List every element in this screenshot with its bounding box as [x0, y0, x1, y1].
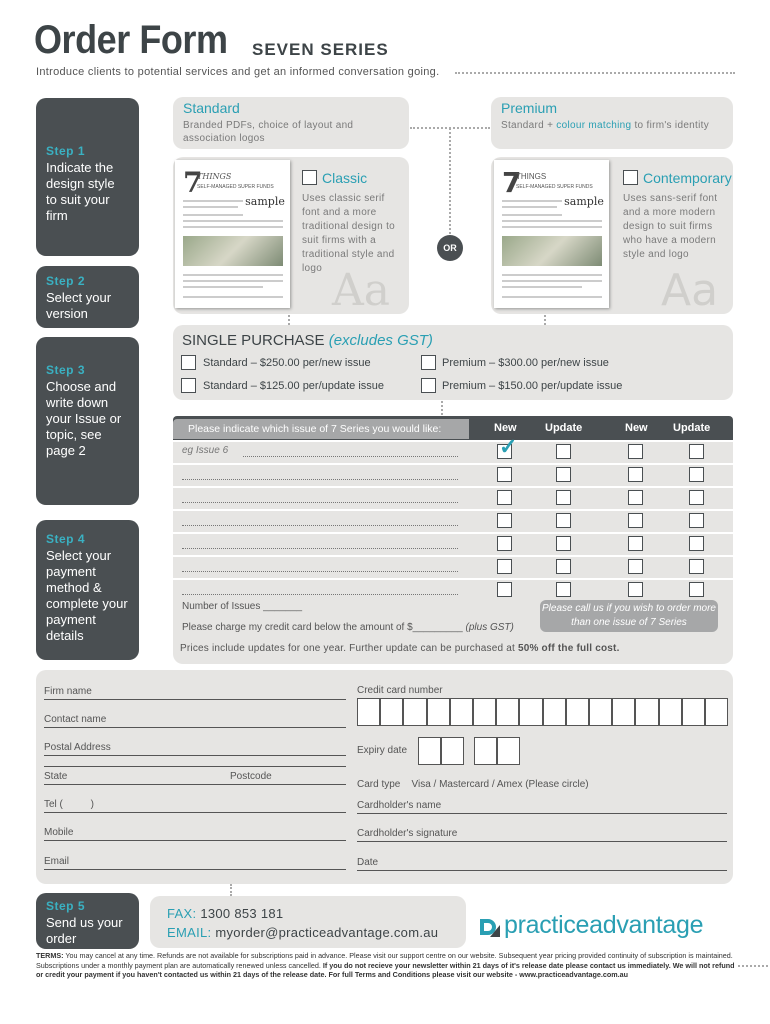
premium-desc: Standard + colour matching to firm's identity	[501, 120, 710, 131]
step-text: Indicate the design style to suit your firm	[46, 160, 115, 223]
connector	[738, 965, 768, 967]
issue-update-checkbox-2[interactable]	[689, 536, 704, 551]
col-update: Update	[545, 422, 583, 434]
thumb-number: 7	[502, 166, 522, 199]
premium-version-box	[491, 97, 733, 149]
step-text: Choose and write down your Issue or topic, see page 2	[46, 379, 122, 458]
issue-new-checkbox[interactable]	[497, 513, 512, 528]
connector	[544, 315, 546, 325]
issue-update-checkbox[interactable]	[556, 467, 571, 482]
issue-topic-field[interactable]	[243, 456, 458, 457]
cardholder-signature-label: Cardholder's signature	[357, 828, 458, 839]
cc-digit-box[interactable]	[473, 698, 496, 726]
contact-name-label: Contact name	[44, 714, 107, 725]
or-badge: OR	[437, 235, 463, 261]
mobile-field[interactable]	[44, 840, 346, 841]
intro-text: Introduce clients to potential services and get an informed conversation going.	[36, 66, 440, 78]
firm-name-field[interactable]	[44, 699, 346, 700]
state-label: State	[44, 771, 68, 782]
issue-topic-field[interactable]	[182, 525, 458, 526]
cc-number-label: Credit card number	[357, 685, 443, 696]
cc-digit-box[interactable]	[612, 698, 635, 726]
issue-new-checkbox-2[interactable]	[628, 490, 643, 505]
cc-digit-box[interactable]	[543, 698, 566, 726]
email-label: Email	[44, 856, 70, 867]
col-new: New	[625, 422, 648, 434]
issue-update-checkbox[interactable]	[556, 536, 571, 551]
issue-update-checkbox-2[interactable]	[689, 559, 704, 574]
standard-desc: Branded PDFs, choice of layout and association logos	[183, 120, 354, 144]
expiry-label: Expiry date	[357, 745, 408, 756]
cc-digit-box[interactable]	[519, 698, 542, 726]
contemporary-title: Contemporary	[643, 170, 732, 186]
order-more-note: Please call us if you wish to order more than one issue of 7 Series	[540, 600, 718, 632]
example-issue: eg Issue 6	[182, 445, 229, 456]
thumb-heading: THINGS	[516, 172, 547, 181]
contemporary-sample-thumbnail	[494, 160, 609, 308]
tel-label: Tel ( )	[44, 799, 95, 810]
issue-row	[173, 463, 733, 486]
step-text: Select your payment method & complete your payment details	[46, 548, 128, 643]
cc-digit-box[interactable]	[589, 698, 612, 726]
practiceadvantage-logo-icon	[478, 915, 502, 939]
connector	[288, 315, 290, 325]
step-label: Step 3	[46, 363, 86, 377]
issue-row	[173, 532, 733, 555]
issue-topic-field[interactable]	[182, 594, 458, 595]
issue-row	[173, 578, 733, 601]
cc-digit-box[interactable]	[427, 698, 450, 726]
step-label: Step 5	[46, 899, 86, 913]
classic-sample-thumbnail	[175, 160, 290, 308]
step-label: Step 1	[46, 144, 86, 158]
step-3-box	[36, 337, 139, 505]
thumb-subheading: SELF-MANAGED SUPER FUNDS	[197, 184, 274, 190]
issue-update-checkbox-2[interactable]	[689, 444, 704, 459]
issue-row	[173, 555, 733, 578]
issue-new-checkbox[interactable]	[497, 536, 512, 551]
practiceadvantage-logo: practiceadvantage	[504, 911, 704, 939]
thumb-sample: sample	[245, 195, 285, 208]
issue-update-checkbox-2[interactable]	[689, 490, 704, 505]
issue-update-checkbox[interactable]	[556, 490, 571, 505]
issue-topic-field[interactable]	[182, 502, 458, 503]
premium-update-checkbox[interactable]	[421, 378, 436, 393]
postal-address-label: Postal Address	[44, 742, 111, 753]
firm-name-label: Firm name	[44, 686, 92, 697]
standard-new-checkbox[interactable]	[181, 355, 196, 370]
charge-amount: Please charge my credit card below the amount of $_________ (plus GST)	[182, 622, 514, 633]
expiry-month-box-1[interactable]	[418, 737, 441, 765]
issue-row	[173, 486, 733, 509]
issue-update-checkbox[interactable]	[556, 559, 571, 574]
premium-title: Premium	[501, 100, 558, 116]
standard-title: Standard	[183, 100, 240, 116]
issue-new-checkbox-2[interactable]	[628, 582, 643, 597]
connector	[441, 401, 443, 415]
issue-topic-field[interactable]	[182, 479, 458, 480]
expiry-year-box-2[interactable]	[497, 737, 520, 765]
premium-new-checkbox[interactable]	[421, 355, 436, 370]
issue-new-checkbox-2[interactable]	[628, 467, 643, 482]
postal-address-field-2[interactable]	[44, 766, 346, 767]
contemporary-desc: Uses sans-serif font and a more modern design to suit firms who have a modern style and logo	[623, 193, 718, 260]
issue-new-checkbox-2[interactable]	[628, 513, 643, 528]
expiry-month-box-2[interactable]	[441, 737, 464, 765]
classic-checkbox[interactable]	[302, 170, 317, 185]
expiry-year-box-1[interactable]	[474, 737, 497, 765]
step-5-box	[36, 893, 139, 949]
issue-prompt: Please indicate which issue of 7 Series you would like:	[188, 423, 442, 435]
standard-update-checkbox[interactable]	[181, 378, 196, 393]
serif-sample-glyph: Aa	[332, 265, 391, 316]
step-2-box	[36, 266, 139, 328]
fax-line: FAX: 1300 853 181	[167, 906, 284, 921]
cc-digit-box[interactable]	[380, 698, 403, 726]
col-new: New	[494, 422, 517, 434]
cardholder-name-field[interactable]	[357, 813, 727, 814]
terms-text: TERMS: You may cancel at any time. Refunds are not available for subscriptions paid in advance. Please visit our support centre on our website. Subsequent year pricing provided continuity of subscription is maintained. Subscriptions under a monthly payment plan are automatically renewed unless cancelled. If you do not recieve your newsletter within 21 days of it's release date please contact us immediately. We will not refund or credit your payment if you haven't contacted us within 21 days of the release date. For full Terms and Conditions please visit our website - www.practiceadvantage.com.au	[36, 951, 735, 979]
issue-new-checkbox[interactable]	[497, 582, 512, 597]
issue-new-checkbox[interactable]	[497, 559, 512, 574]
cardholder-signature-field[interactable]	[357, 841, 727, 842]
connector	[449, 128, 451, 234]
issue-update-checkbox[interactable]	[556, 582, 571, 597]
mobile-label: Mobile	[44, 827, 74, 838]
price-label: Standard – $125.00 per/update issue	[203, 380, 385, 392]
price-label: Premium – $300.00 per/new issue	[442, 357, 609, 369]
cc-digit-box[interactable]	[357, 698, 380, 726]
connector	[230, 884, 232, 896]
issue-update-checkbox[interactable]	[556, 444, 571, 459]
cc-digit-box[interactable]	[403, 698, 426, 726]
thumb-sample: sample	[564, 195, 604, 208]
single-purchase-title: SINGLE PURCHASE (excludes GST)	[182, 332, 433, 349]
page-title: Order Form	[34, 18, 228, 62]
classic-title: Classic	[322, 170, 368, 186]
cc-digit-box[interactable]	[496, 698, 519, 726]
cc-digit-box[interactable]	[682, 698, 705, 726]
check-mark-icon: ✓	[499, 434, 518, 459]
card-type-label: Card type Visa / Mastercard / Amex (Please circle)	[357, 779, 589, 790]
email-field[interactable]	[44, 869, 346, 870]
issue-update-checkbox[interactable]	[556, 513, 571, 528]
issue-new-checkbox-2[interactable]	[628, 444, 643, 459]
step-label: Step 2	[46, 274, 86, 288]
contact-box	[150, 896, 466, 948]
email-line: EMAIL: myorder@practiceadvantage.com.au	[167, 925, 439, 940]
issue-new-checkbox-2[interactable]	[628, 559, 643, 574]
issue-new-checkbox[interactable]	[497, 490, 512, 505]
price-label: Standard – $250.00 per/new issue	[203, 357, 371, 369]
issue-update-checkbox-2[interactable]	[689, 513, 704, 528]
thumb-number: 7	[183, 166, 203, 199]
date-field[interactable]	[357, 870, 727, 871]
series-name: SEVEN SERIES	[252, 40, 389, 59]
step-4-box	[36, 520, 139, 660]
contact-name-field[interactable]	[44, 727, 346, 728]
issue-update-checkbox-2[interactable]	[689, 467, 704, 482]
step-text: Select your version	[46, 290, 112, 321]
cc-digit-box[interactable]	[635, 698, 658, 726]
cardholder-name-label: Cardholder's name	[357, 800, 442, 811]
thumb-subheading: SELF-MANAGED SUPER FUNDS	[516, 184, 593, 190]
date-label: Date	[357, 857, 379, 868]
postcode-label: Postcode	[230, 771, 272, 782]
postal-address-field[interactable]	[44, 755, 346, 756]
cc-digit-box[interactable]	[566, 698, 589, 726]
issue-topic-field[interactable]	[182, 548, 458, 549]
classic-desc: Uses classic serif font and a more traditional design to suit firms with a traditional style and logo	[302, 193, 396, 274]
state-postcode-field[interactable]	[44, 784, 346, 785]
step-1-box	[36, 98, 139, 256]
col-update: Update	[673, 422, 711, 434]
issue-row	[173, 509, 733, 532]
number-of-issues: Number of Issues _______	[182, 601, 303, 612]
issue-new-checkbox-2[interactable]	[628, 536, 643, 551]
issue-row	[173, 440, 733, 463]
issue-new-checkbox[interactable]	[497, 467, 512, 482]
divider	[455, 72, 735, 74]
prices-footnote: Prices include updates for one year. Further update can be purchased at 50% off the full cost.	[180, 643, 620, 654]
step-label: Step 4	[46, 532, 86, 546]
step-text: Send us your order	[46, 915, 123, 946]
issue-update-checkbox-2[interactable]	[689, 582, 704, 597]
cc-digit-box[interactable]	[450, 698, 473, 726]
sans-sample-glyph: Aa	[661, 265, 719, 316]
standard-version-box	[173, 97, 409, 149]
cc-digit-box[interactable]	[705, 698, 728, 726]
price-label: Premium – $150.00 per/update issue	[442, 380, 623, 392]
issue-topic-field[interactable]	[182, 571, 458, 572]
tel-field[interactable]	[44, 812, 346, 813]
contemporary-checkbox[interactable]	[623, 170, 638, 185]
thumb-heading: THINGS	[197, 172, 232, 181]
cc-digit-box[interactable]	[659, 698, 682, 726]
